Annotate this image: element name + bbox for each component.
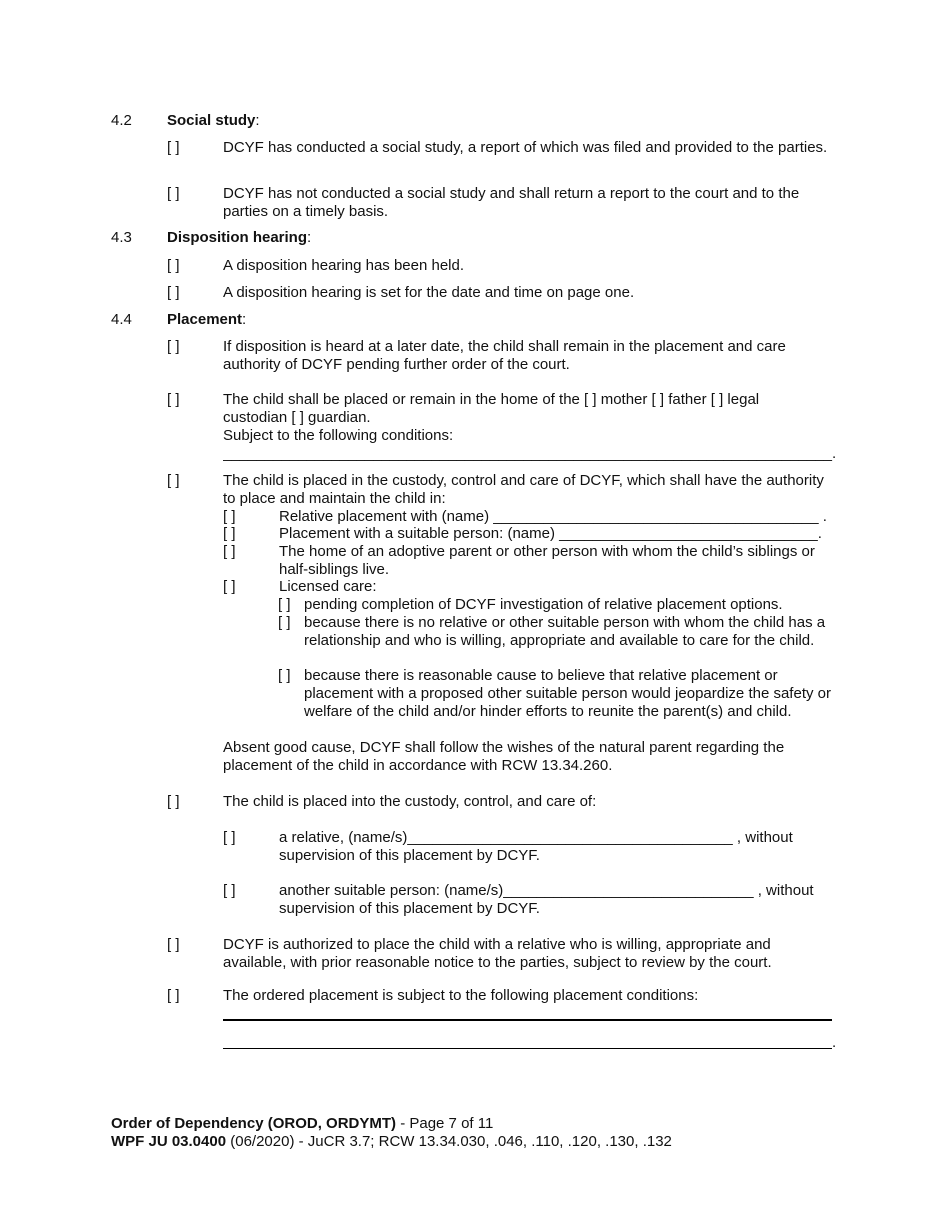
licensed-care-text: Licensed care:	[279, 578, 377, 595]
social-study-not-conducted-text: DCYF has not conducted a social study and shall return a report to the court and to the parties on a timely basis.	[223, 185, 800, 220]
section-4-4-number: 4.4	[111, 311, 132, 328]
checkbox-custody-care[interactable]: [ ]	[167, 793, 180, 810]
checkbox-custody-relative[interactable]: [ ]	[223, 829, 236, 846]
checkbox-relative-placement[interactable]: [ ]	[223, 508, 236, 525]
placement-conditions-text: The ordered placement is subject to the following placement conditions:	[223, 987, 699, 1004]
footer-page-number: - Page 7 of 11	[396, 1115, 494, 1132]
checkbox-pending-investigation[interactable]: [ ]	[278, 596, 291, 613]
checkbox-dcyf-authorized[interactable]: [ ]	[167, 936, 180, 953]
checkbox-hearing-held[interactable]: [ ]	[167, 257, 180, 274]
adoptive-home-text: The home of an adoptive parent or other person with whom the child’s siblings or half-siblings live.	[279, 543, 815, 578]
hearing-set-text: A disposition hearing is set for the date and time on page one.	[223, 284, 635, 301]
footer-citations: (06/2020) - JuCR 3.7; RCW 13.34.030, .046, .110, .120, .130, .132	[226, 1133, 672, 1150]
checkbox-no-relative[interactable]: [ ]	[278, 614, 291, 631]
checkbox-placement-dcyf[interactable]: [ ]	[167, 472, 180, 489]
colon: :	[242, 311, 247, 328]
reasonable-cause-text: because there is reasonable cause to believe that relative placement or placement with a proposed other suitable person would jeopardize the safety or welfare of the child and/or hinder efforts to reunite the parent(s) and child.	[304, 667, 831, 720]
colon: :	[307, 229, 312, 246]
checkbox-placement-home[interactable]: [ ]	[167, 391, 180, 408]
placement-home-line2: custodian [ ] guardian.	[223, 409, 371, 426]
conditions-line-1[interactable]	[223, 1019, 832, 1021]
section-4-2-number: 4.2	[111, 112, 132, 129]
section-4-4-heading	[167, 311, 246, 329]
placement-dcyf-intro: The child is placed in the custody, control and care of DCYF, which shall have the authority to place and maintain the child in:	[223, 472, 824, 507]
checkbox-hearing-set[interactable]: [ ]	[167, 284, 180, 301]
checkbox-suitable-person[interactable]: [ ]	[223, 525, 236, 542]
social-study-conducted-text: DCYF has conducted a social study, a report of which was filed and provided to the parties.	[223, 139, 828, 156]
checkbox-placement-conditions[interactable]: [ ]	[167, 987, 180, 1004]
custody-other-line1: another suitable person: (name/s)______________________________ , without	[279, 882, 814, 899]
section-4-4-title: Placement	[167, 311, 243, 328]
colon: :	[255, 112, 260, 129]
placement-home-conditions-blank[interactable]: _________________________________________________________________________.	[223, 445, 837, 462]
checkbox-reasonable-cause[interactable]: [ ]	[278, 667, 291, 684]
absent-good-cause-text: Absent good cause, DCYF shall follow the wishes of the natural parent regarding the placement of the child in accordance with RCW 13.34.260.	[223, 739, 785, 774]
section-4-3-number: 4.3	[111, 229, 132, 246]
footer-form-code: WPF JU 03.0400	[111, 1133, 227, 1150]
no-relative-text: because there is no relative or other suitable person with whom the child has a relationship and who is willing, appropriate and available to care for the child.	[304, 614, 826, 649]
section-4-3-title: Disposition hearing	[167, 229, 308, 246]
footer-line-2	[111, 1133, 672, 1151]
placement-home-conditions-label: Subject to the following conditions:	[223, 427, 454, 444]
custody-relative-line1: a relative, (name/s)_______________________________________ , without	[279, 829, 793, 846]
custody-care-text: The child is placed into the custody, control, and care of:	[223, 793, 597, 810]
footer-line-1	[111, 1115, 493, 1133]
custody-relative-line2: supervision of this placement by DCYF.	[279, 847, 540, 864]
section-4-2-title: Social study	[167, 112, 256, 129]
checkbox-social-study-conducted[interactable]: [ ]	[167, 139, 180, 156]
footer-form-title: Order of Dependency (OROD, ORDYMT)	[111, 1115, 397, 1132]
checkbox-custody-other[interactable]: [ ]	[223, 882, 236, 899]
relative-placement-text: Relative placement with (name) _______________________________________ .	[279, 508, 827, 525]
section-4-2-heading	[167, 112, 260, 130]
placement-home-line1: The child shall be placed or remain in the home of the [ ] mother [ ] father [ ] legal	[223, 391, 760, 408]
custody-other-line2: supervision of this placement by DCYF.	[279, 900, 540, 917]
conditions-period: .	[832, 1034, 837, 1051]
pending-investigation-text: pending completion of DCYF investigation of relative placement options.	[304, 596, 783, 613]
section-4-3-heading	[167, 229, 311, 247]
checkbox-social-study-not-conducted[interactable]: [ ]	[167, 185, 180, 202]
checkbox-adoptive-home[interactable]: [ ]	[223, 543, 236, 560]
suitable-person-text: Placement with a suitable person: (name) _______________________________.	[279, 525, 822, 542]
conditions-line-2[interactable]	[223, 1048, 832, 1049]
hearing-held-text: A disposition hearing has been held.	[223, 257, 465, 274]
dcyf-authorized-text: DCYF is authorized to place the child with a relative who is willing, appropriate and available, with prior reasonable notice to the parties, subject to review by the court.	[223, 936, 772, 971]
checkbox-licensed-care[interactable]: [ ]	[223, 578, 236, 595]
placement-later-text: If disposition is heard at a later date, the child shall remain in the placement and care authority of DCYF pending further order of the court.	[223, 338, 786, 373]
checkbox-placement-later[interactable]: [ ]	[167, 338, 180, 355]
